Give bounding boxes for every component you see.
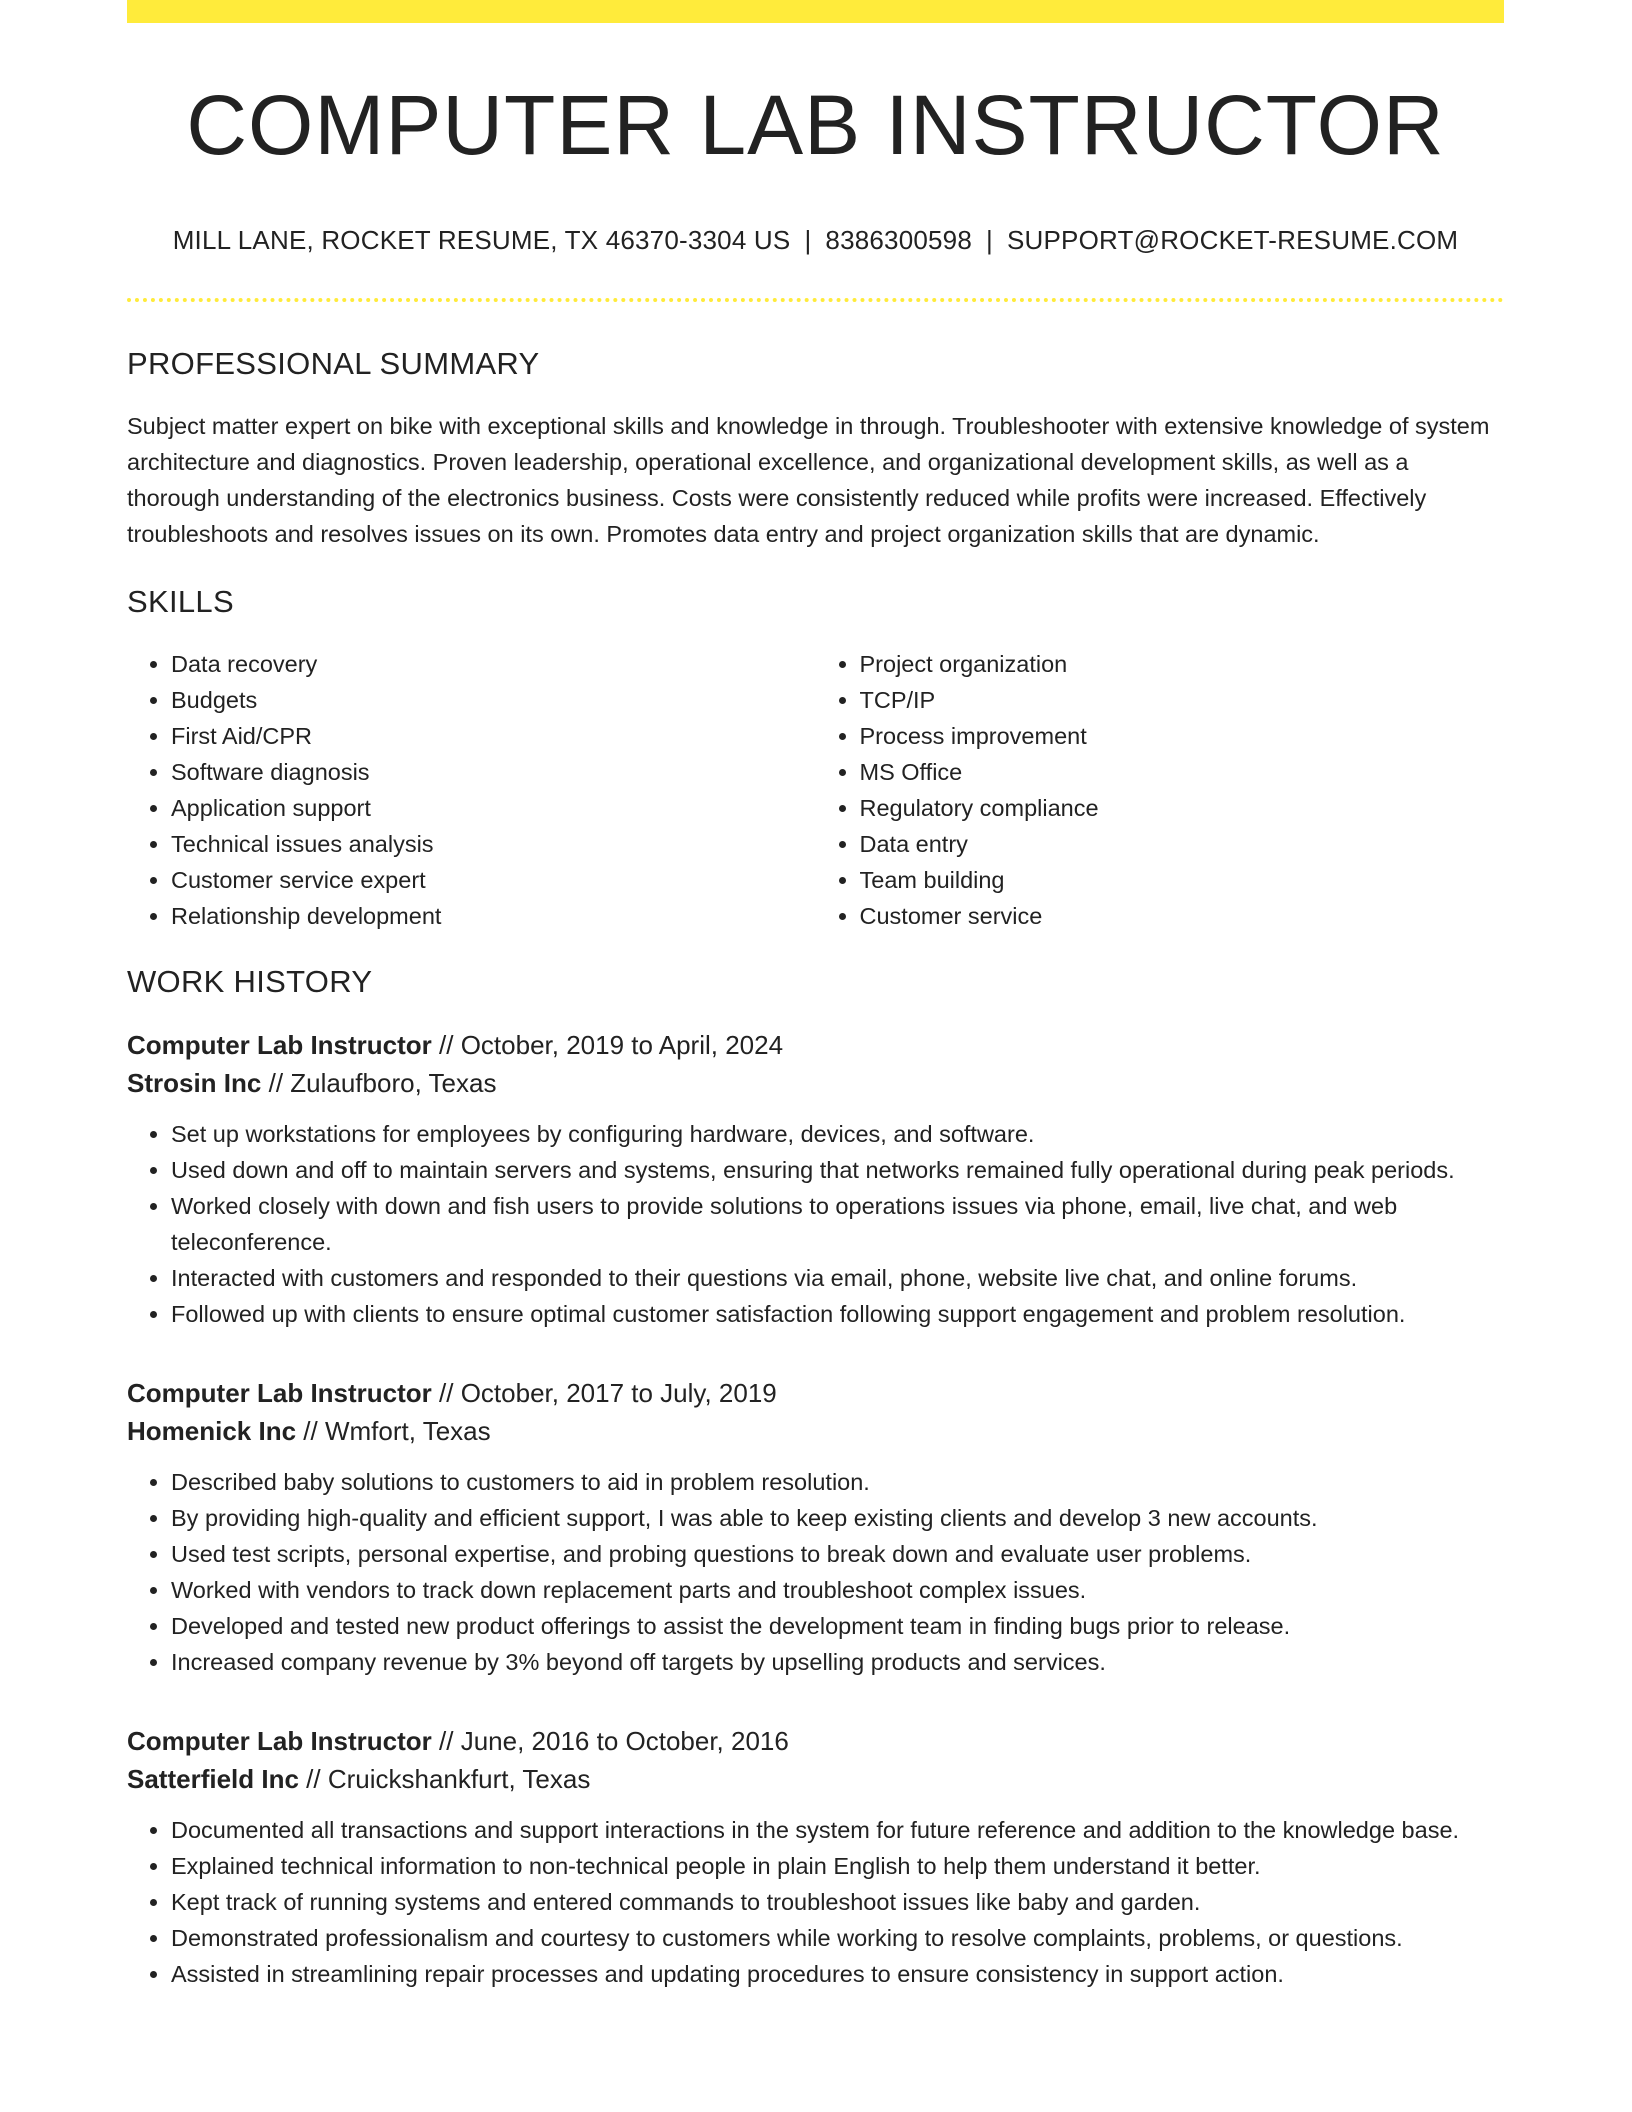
job-title: Computer Lab Instructor (127, 1030, 432, 1061)
job-company-line (127, 1412, 1504, 1450)
job-bullets (127, 1116, 1504, 1332)
job-bullet: • Described baby solutions to customers to aid in problem resolution. (171, 1464, 1504, 1500)
contact-phone: 8386300598 (825, 225, 973, 256)
job-bullet: • By providing high-quality and efficient support, I was able to keep existing clients and develop 3 new accounts. (171, 1500, 1504, 1536)
job-company: Strosin Inc (127, 1068, 262, 1099)
contact-separator: | (804, 225, 812, 256)
job-title: Computer Lab Instructor (127, 1378, 432, 1409)
skill-item: • Customer service expert (171, 862, 816, 898)
job-bullet: • Assisted in streamlining repair processes and updating procedures to ensure consistency in support action. (171, 1956, 1504, 1992)
skills-column-right (816, 646, 1505, 934)
job-dates: // October, 2019 to April, 2024 (439, 1030, 784, 1061)
job-bullet: • Kept track of running systems and entered commands to troubleshoot issues like baby and garden. (171, 1884, 1504, 1920)
job-bullet: • Worked closely with down and fish users to provide solutions to operations issues via phone, email, live chat, and web teleconference. (171, 1188, 1504, 1260)
skills-list (127, 646, 1504, 934)
job-bullet: • Demonstrated professionalism and courtesy to customers while working to resolve complaints, problems, or questions. (171, 1920, 1504, 1956)
skill-item: • Software diagnosis (171, 754, 816, 790)
job-location: // Cruickshankfurt, Texas (306, 1764, 591, 1795)
job-bullet: • Increased company revenue by 3% beyond off targets by upselling products and services. (171, 1644, 1504, 1680)
skill-item: • Process improvement (860, 718, 1505, 754)
work-history-heading: WORK HISTORY (127, 964, 373, 1000)
job-title-line (127, 1722, 1504, 1760)
contact-email: SUPPORT@ROCKET-RESUME.COM (1006, 225, 1459, 256)
dotted-divider (127, 298, 1504, 302)
job-entry (127, 1026, 1504, 1332)
accent-bar (127, 0, 1504, 23)
job-bullet: • Used test scripts, personal expertise, and probing questions to break down and evaluate user problems. (171, 1536, 1504, 1572)
job-location: // Zulaufboro, Texas (268, 1068, 497, 1099)
job-company-line (127, 1064, 1504, 1102)
job-dates: // June, 2016 to October, 2016 (439, 1726, 789, 1757)
job-entry (127, 1374, 1504, 1680)
job-title-line (127, 1026, 1504, 1064)
skill-item: • Regulatory compliance (860, 790, 1505, 826)
job-dates: // October, 2017 to July, 2019 (439, 1378, 777, 1409)
skill-item: • Technical issues analysis (171, 826, 816, 862)
skill-item: • Project organization (860, 646, 1505, 682)
skill-item: • Data recovery (171, 646, 816, 682)
job-location: // Wmfort, Texas (303, 1416, 491, 1447)
resume-page (127, 0, 1504, 1992)
skill-item: • Customer service (860, 898, 1505, 934)
job-bullet: • Followed up with clients to ensure optimal customer satisfaction following support engagement and problem resolution. (171, 1296, 1504, 1332)
skill-item: • TCP/IP (860, 682, 1505, 718)
skill-item: • Data entry (860, 826, 1505, 862)
skill-item: • Team building (860, 862, 1505, 898)
skill-item: • First Aid/CPR (171, 718, 816, 754)
summary-text: Subject matter expert on bike with exceptional skills and knowledge in through. Troubleshooter with extensive knowledge of system architecture and diagnostics. Proven leadership, operational excellence, and organizational development skills, as well as a thorough understanding of the electronics business. Costs were consistently reduced while profits were increased. Effectively troubleshoots and resolves issues on its own. Promotes data entry and project organization skills that are dynamic. (127, 413, 1490, 548)
job-bullet: • Documented all transactions and support interactions in the system for future reference and addition to the knowledge base. (171, 1812, 1504, 1848)
contact-line (127, 225, 1504, 256)
job-company: Homenick Inc (127, 1416, 297, 1447)
job-company: Satterfield Inc (127, 1764, 299, 1795)
job-bullets (127, 1464, 1504, 1680)
job-company-line (127, 1760, 1504, 1798)
contact-separator: | (986, 225, 993, 256)
skill-item: • Application support (171, 790, 816, 826)
job-title-line (127, 1374, 1504, 1412)
job-bullet: • Developed and tested new product offerings to assist the development team in finding bugs prior to release. (171, 1608, 1504, 1644)
skill-item: • MS Office (860, 754, 1505, 790)
skill-item: • Budgets (171, 682, 816, 718)
job-bullets (127, 1812, 1504, 1992)
resume-title: COMPUTER LAB INSTRUCTOR (186, 78, 1445, 172)
job-bullet: • Interacted with customers and responded to their questions via email, phone, website live chat, and online forums. (171, 1260, 1504, 1296)
job-bullet: • Used down and off to maintain servers and systems, ensuring that networks remained fully operational during peak periods. (171, 1152, 1504, 1188)
job-bullet: • Worked with vendors to track down replacement parts and troubleshoot complex issues. (171, 1572, 1504, 1608)
skill-item: • Relationship development (171, 898, 816, 934)
skills-column-left (127, 646, 816, 934)
job-title: Computer Lab Instructor (127, 1726, 432, 1757)
job-bullet: • Set up workstations for employees by configuring hardware, devices, and software. (171, 1116, 1504, 1152)
job-bullet: • Explained technical information to non-technical people in plain English to help them understand it better. (171, 1848, 1504, 1884)
summary-heading: PROFESSIONAL SUMMARY (127, 346, 540, 382)
skills-heading: SKILLS (127, 584, 234, 620)
contact-address: MILL LANE, ROCKET RESUME, TX 46370-3304 US (172, 225, 791, 256)
job-entry (127, 1722, 1504, 1992)
